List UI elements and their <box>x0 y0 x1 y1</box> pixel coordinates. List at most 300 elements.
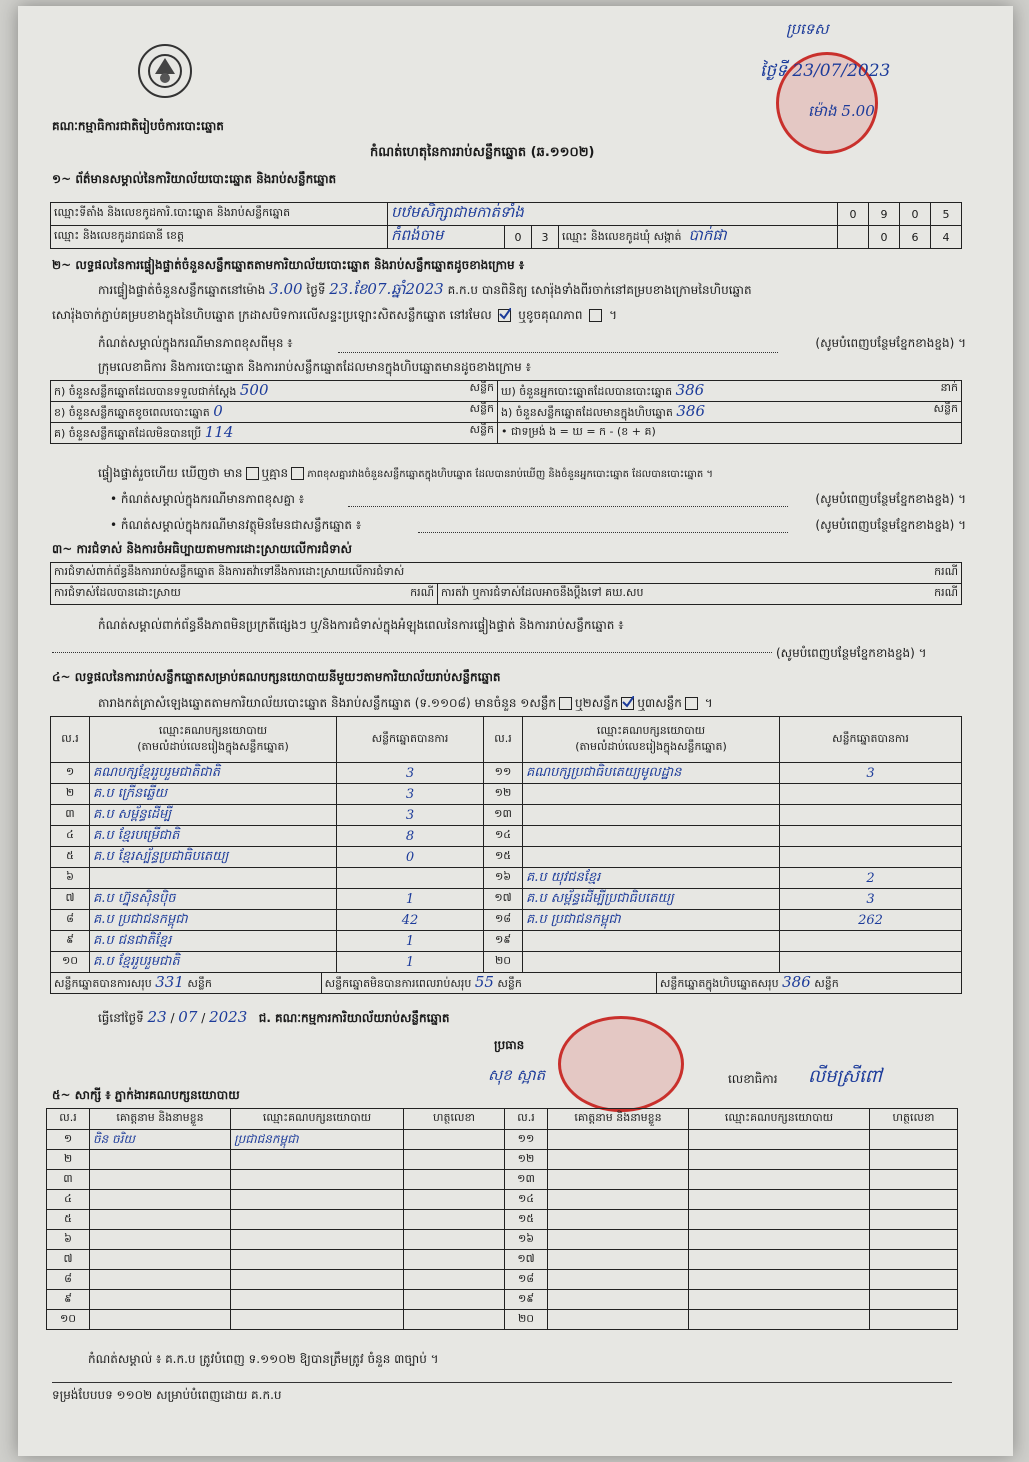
row-number: ៩ <box>47 1290 90 1310</box>
witness-name <box>548 1230 689 1250</box>
col-name: គោត្តនាម និងនាមខ្លួន <box>90 1109 231 1130</box>
table-row <box>51 889 962 910</box>
witness-signature <box>404 1170 505 1190</box>
verification-line-2: សោរ៉ុងចាក់ភ្ជាប់គម្របខាងក្នុងនៃហិបឆ្នោត ក្រដាសបិទការលើសន្ទះប្រឡោះសិតសន្លឹកឆ្នោត នៅរមែល ឬខូចគុណភាព ។ <box>52 308 618 322</box>
party-name: គ.ប សម្ព័ន្ធដើម្បី <box>90 805 337 826</box>
witness-party <box>689 1130 870 1150</box>
witness-party <box>689 1170 870 1190</box>
count-value: 386 <box>676 402 706 420</box>
table-row <box>51 952 962 973</box>
row-number: ៧ <box>51 889 90 910</box>
count-intro: ក្រុមលេខាធិការ និងការបោះឆ្នោត និងការរាប់សន្លឹកឆ្នោតដែលមានក្នុងហិបឆ្នោតមានដូចខាងក្រោម ៖ <box>98 360 531 374</box>
col-party: ឈ្មោះគណបក្សនយោបាយ <box>231 1109 404 1130</box>
witness-party <box>689 1250 870 1270</box>
witness-name <box>548 1310 689 1330</box>
count-unit: សន្លឹក <box>469 402 494 415</box>
row-number: ៤ <box>51 826 90 847</box>
committee-label: ជ. គណៈកម្មការការិយាល័យរាប់សន្លឹកឆ្នោត <box>258 1011 450 1025</box>
witness-party <box>231 1170 404 1190</box>
table-row <box>47 1310 958 1330</box>
stamp-handwritten-3: ម៉ោង 5.00 <box>808 102 875 120</box>
table-row <box>51 763 962 784</box>
chair-label: ប្រធាន <box>494 1038 525 1052</box>
code-digit: 0 <box>900 203 931 226</box>
form-code: ទម្រង់បែបបទ ១១០២ សម្រាប់បំពេញដោយ គ.ក.ប <box>52 1388 282 1402</box>
col-sign: ហត្ថលេខា <box>404 1109 505 1130</box>
vote-count: 3 <box>337 763 484 784</box>
witness-party <box>689 1190 870 1210</box>
witness-name <box>90 1250 231 1270</box>
row-number: ១៧ <box>505 1250 548 1270</box>
vote-count: 3 <box>780 763 962 784</box>
objection-label: ការជំទាស់ពាក់ព័ន្ធនឹងការរាប់សន្លឹកឆ្នោត និងការតវ៉ាទៅនឹងការដោះស្រាយលើការជំទាស់ <box>54 565 405 578</box>
made-year: 2023 <box>209 1008 248 1026</box>
row-number: ១១ <box>505 1130 548 1150</box>
case-unit: ករណី <box>934 586 958 599</box>
vote-count <box>780 952 962 973</box>
bullet-1-text: • កំណត់សម្គាល់ក្នុងករណីមានភាពខុសគ្នា ៖ <box>110 492 305 506</box>
secretary-label: លេខាធិការ <box>728 1072 778 1086</box>
objection-table <box>50 562 962 605</box>
witness-party <box>689 1290 870 1310</box>
totals-row <box>50 972 962 994</box>
row-number: ១៤ <box>505 1190 548 1210</box>
party-name <box>523 826 780 847</box>
col-no: ល.រ <box>47 1109 90 1130</box>
unit: សន្លឹក <box>814 977 839 990</box>
witness-signature <box>404 1230 505 1250</box>
witness-name <box>548 1150 689 1170</box>
code-digit: 0 <box>838 203 869 226</box>
three-sheets-checkbox[interactable] <box>685 697 698 710</box>
witness-name <box>548 1130 689 1150</box>
party-name: គ.ប ប្រជាជនកម្ពុជា <box>90 910 337 931</box>
code-digit: 9 <box>869 203 900 226</box>
verification-text-2: គ.ក.ប បានពិនិត្យ សោរ៉ុងទាំងពីរចាក់នៅគម្របខាងក្រោមនៃហិបឆ្នោត <box>447 283 752 297</box>
row-number: ១១ <box>484 763 523 784</box>
discrepancy-no-label: ឬគ្មាន <box>261 466 289 480</box>
party-name <box>523 847 780 868</box>
witness-name <box>90 1230 231 1250</box>
verification-day-label: ថ្ងៃទី <box>306 283 326 297</box>
made-on-label: ធ្វើនៅថ្ងៃទី <box>98 1011 144 1025</box>
witness-table <box>46 1108 958 1330</box>
row-number: ១៦ <box>484 868 523 889</box>
made-month: 07 <box>178 1008 198 1026</box>
row-number: ២០ <box>484 952 523 973</box>
col-party: ឈ្មោះគណបក្សនយោបាយ <box>689 1109 870 1130</box>
party-name <box>523 952 780 973</box>
code-digit: 6 <box>900 226 931 249</box>
party-name: គ.ប ខ្មែររួបរួមជាតិ <box>90 952 337 973</box>
committee-stamp <box>558 1016 684 1112</box>
party-name: គ.ប យុវជនខ្មែរ <box>523 868 780 889</box>
vote-count <box>780 931 962 952</box>
witness-party <box>231 1270 404 1290</box>
witness-signature <box>870 1190 958 1210</box>
witness-party <box>231 1250 404 1270</box>
table-row <box>47 1270 958 1290</box>
total-invalid-label: សន្លឹកឆ្នោតមិនបានការពេលរាប់សរុប <box>324 977 472 990</box>
count-row-a <box>51 381 498 402</box>
row-number: ១៧ <box>484 889 523 910</box>
col-name: គោត្តនាម និងនាមខ្លួន <box>548 1109 689 1130</box>
witness-name: ចិន ចរិយ <box>90 1130 231 1150</box>
table-row <box>51 805 962 826</box>
discrepancy-yes-checkbox[interactable] <box>246 467 259 480</box>
count-unit: សន្លឹក <box>469 381 494 394</box>
row-number: ៣ <box>51 805 90 826</box>
vote-count: 1 <box>337 952 484 973</box>
resolved-label <box>51 584 438 605</box>
count-value: 500 <box>239 381 269 399</box>
irregularity-fill-note: (សូមបំពេញបន្ថែមខ្នែកខាងខ្នង) ។ <box>776 646 927 660</box>
three-sheets-label: ឬ៣សន្លឹក <box>637 696 682 710</box>
row-number: ១៣ <box>505 1170 548 1190</box>
col-no: ល.រ <box>484 717 523 763</box>
witness-name <box>90 1150 231 1170</box>
form-title: កំណត់ហេតុនៃការរាប់សន្លឹកឆ្នោត (ឆ.១១០២) <box>370 145 595 160</box>
chair-signature: សុខ ស្អាត <box>488 1066 546 1084</box>
witness-party <box>231 1290 404 1310</box>
col-sign: ហត្ថលេខា <box>870 1109 958 1130</box>
witness-party <box>231 1230 404 1250</box>
count-label: គ) ចំនួនសន្លឹកឆ្នោតដែលមិនបានប្រើ <box>54 427 202 440</box>
count-row-b <box>51 402 498 423</box>
row-number: ១២ <box>505 1150 548 1170</box>
polling-station-label: ឈ្មោះទីតាំង និងលេខកូដការិ.បោះឆ្នោត និងរាប់សន្លឹកឆ្នោត <box>51 203 388 226</box>
section-5-heading: ៥~ សាក្សី ៖ ភ្នាក់ងារគណបក្សនយោបាយ <box>52 1088 240 1102</box>
unit: សន្លឹក <box>497 977 522 990</box>
fill-note: (សូមបំពេញបន្ថែមខ្នែកខាងខ្នង) ។ <box>815 336 966 350</box>
table-row <box>51 847 962 868</box>
appeal-label <box>438 584 962 605</box>
province-label: ឈ្មោះ និងលេខកូដរាជធានី ខេត្ត <box>51 226 388 249</box>
witness-signature <box>404 1270 505 1290</box>
witness-name <box>90 1270 231 1290</box>
count-value: 386 <box>675 381 705 399</box>
witness-party <box>689 1270 870 1290</box>
table-row <box>47 1210 958 1230</box>
party-name: គ.ប ខ្មែរស្ប័ន្ធប្រជាធិបតេយ្យ <box>90 847 337 868</box>
witness-signature <box>870 1310 958 1330</box>
stamp-handwritten-2: ថ្ងៃទី 23/07/2023 <box>760 61 891 81</box>
secretary-name: លីមស្រីពៅ <box>808 1066 882 1087</box>
row-number: ៥ <box>51 847 90 868</box>
tally-sheet-line: តារាងកត់ត្រាសំឡេងឆ្នោតតាមការិយាល័យបោះឆ្នោត និងរាប់សន្លឹកឆ្នោត (ទ.១១០៨) មានចំនួន ១សន្លឹក ឬ២សន្លឹក ឬ៣សន្លឹក ។ <box>98 696 713 710</box>
org-name: គណៈកម្មាធិការជាតិរៀបចំការបោះឆ្នោត <box>52 119 224 133</box>
vote-count <box>780 847 962 868</box>
province-value: កំពង់ចាម <box>388 226 505 249</box>
col-votes: សន្លឹកឆ្នោតបានការ <box>337 717 484 763</box>
vote-count <box>780 805 962 826</box>
party-name: គ.ប សម្ព័ន្ធដើម្បីប្រជាធិបតេយ្យ <box>523 889 780 910</box>
bullet-2 <box>110 518 966 532</box>
col-party-sub: (តាមលំដាប់លេខរៀងក្នុងសន្លឹកឆ្នោត) <box>137 739 289 753</box>
table-row <box>51 910 962 931</box>
table-row <box>47 1290 958 1310</box>
party-name <box>523 784 780 805</box>
witness-name <box>90 1310 231 1330</box>
made-on-line: ធ្វើនៅថ្ងៃទី 23 / 07 / 2023 ជ. គណៈកម្មការការិយាល័យរាប់សន្លឹកឆ្នោត <box>98 1008 450 1026</box>
count-row-c <box>51 423 498 444</box>
row-number: ៧ <box>47 1250 90 1270</box>
verification-time: 3.00 <box>269 280 303 298</box>
witness-name <box>548 1210 689 1230</box>
table-row <box>51 868 962 889</box>
vote-count: 0 <box>337 847 484 868</box>
row-number: ១០ <box>51 952 90 973</box>
witness-signature <box>870 1270 958 1290</box>
witness-party <box>689 1150 870 1170</box>
row-number: ១៤ <box>484 826 523 847</box>
count-label: ង) ចំនួនសន្លឹកឆ្នោតដែលមានក្នុងហិបឆ្នោត <box>501 406 673 419</box>
one-sheet-checkbox[interactable] <box>559 697 572 710</box>
col-party-title: ឈ្មោះគណបក្សនយោបាយ <box>158 723 268 737</box>
row-number: ៤ <box>47 1190 90 1210</box>
damaged-label: ឬខូចគុណភាព <box>518 308 583 322</box>
table-row <box>51 826 962 847</box>
vote-count: 1 <box>337 931 484 952</box>
code-digit: 0 <box>869 226 900 249</box>
remark-label: កំណត់សម្គាល់ក្នុងករណីមានភាពខុសពីមុន ៖ <box>98 336 293 350</box>
count-formula <box>498 423 962 444</box>
witness-signature <box>404 1250 505 1270</box>
row-number: ៦ <box>47 1230 90 1250</box>
witness-name <box>548 1250 689 1270</box>
vote-count: 42 <box>337 910 484 931</box>
witness-party <box>231 1190 404 1210</box>
total-valid-value: 331 <box>155 973 184 991</box>
total-valid-cell <box>51 973 322 994</box>
discrepancy-line <box>98 466 713 482</box>
party-name: គ.ប ហ្វ៊ុនស៊ិនប៉ិច <box>90 889 337 910</box>
irregularity-note: កំណត់សម្គាល់ពាក់ព័ន្ធនឹងភាពមិនប្រក្រតីផ្សេងៗ ឬ/និងការជំទាស់ក្នុងអំឡុងពេលនៃការផ្ទៀងផ្ទាត់ និងការរាប់សន្លឹកឆ្នោត ៖ <box>98 618 624 632</box>
section-4-heading: ៤~ លទ្ធផលនៃការរាប់សន្លឹកឆ្នោតសម្រាប់គណបក្សនយោបាយនីមួយៗតាមការិយាល័យរាប់សន្លឹកឆ្នោត <box>52 670 501 684</box>
total-box-cell <box>656 973 961 994</box>
col-votes: សន្លឹកឆ្នោតបានការ <box>780 717 962 763</box>
commune-value: បាក់ផា <box>688 226 727 244</box>
polling-station-value: បឋមសិក្សាជាមកាត់ទាំង <box>388 203 838 226</box>
discrepancy-text: ផ្ទៀងផ្ទាត់រួចហើយ ឃើញថា មាន <box>98 466 243 480</box>
verification-line-1 <box>98 282 752 297</box>
table-row <box>47 1250 958 1270</box>
two-sheets-label: ឬ២សន្លឹក <box>575 696 619 710</box>
total-box-label: សន្លឹកឆ្នោតក្នុងហិបឆ្នោតសរុប <box>659 977 779 990</box>
resolved-text: ការជំទាស់ដែលបានដោះស្រាយ <box>54 586 181 599</box>
witness-signature <box>870 1230 958 1250</box>
code-digit: 3 <box>532 226 559 249</box>
col-party <box>90 717 337 763</box>
vote-count <box>780 826 962 847</box>
total-valid-label: សន្លឹកឆ្នោតបានការសរុប <box>54 977 152 990</box>
made-day: 23 <box>147 1008 167 1026</box>
col-party-sub: (តាមលំដាប់លេខរៀងក្នុងសន្លឹកឆ្នោត) <box>575 739 727 753</box>
ballot-count-table <box>50 380 962 444</box>
count-value: 114 <box>204 423 234 441</box>
code-digit: 4 <box>931 226 962 249</box>
tally-sheet-text: តារាងកត់ត្រាសំឡេងឆ្នោតតាមការិយាល័យបោះឆ្នោត និងរាប់សន្លឹកឆ្នោត (ទ.១១០៨) មានចំនួន ១សន្លឹក <box>98 696 556 710</box>
row-number: ២ <box>51 784 90 805</box>
vote-count <box>780 784 962 805</box>
table-row <box>47 1230 958 1250</box>
vote-count: 262 <box>780 910 962 931</box>
total-box-value: 386 <box>782 973 811 991</box>
row-number: ១៨ <box>505 1270 548 1290</box>
row-number: ១ <box>47 1130 90 1150</box>
nec-logo-icon <box>138 44 192 98</box>
count-row-d <box>498 381 962 402</box>
witness-signature <box>404 1190 505 1210</box>
section-3-heading: ៣~ ការជំទាស់ និងការចំអធិប្បាយតាមការដោះស្រាយលើការជំទាស់ <box>52 542 352 556</box>
count-unit: នាក់ <box>940 381 958 394</box>
commune-label <box>559 226 838 249</box>
vote-count <box>337 868 484 889</box>
table-row <box>47 1170 958 1190</box>
party-name: គ.ប ជនជាតិខ្មែរ <box>90 931 337 952</box>
witness-party <box>689 1210 870 1230</box>
row-number: ១០ <box>47 1310 90 1330</box>
remark-line <box>98 336 966 350</box>
witness-signature <box>870 1170 958 1190</box>
row-number: ១៥ <box>505 1210 548 1230</box>
row-number: ១៩ <box>484 931 523 952</box>
count-label: ក) ចំនួនសន្លឹកឆ្នោតដែលបានទទួលជាក់ស្តែង <box>54 385 237 398</box>
witness-name <box>90 1210 231 1230</box>
witness-signature <box>870 1150 958 1170</box>
table-row <box>51 784 962 805</box>
witness-name <box>90 1290 231 1310</box>
witness-name <box>90 1190 231 1210</box>
vote-count: 8 <box>337 826 484 847</box>
row-number: ១៩ <box>505 1290 548 1310</box>
row-number: ១៥ <box>484 847 523 868</box>
witness-name <box>548 1190 689 1210</box>
section-1-table <box>50 202 962 249</box>
witness-name <box>548 1290 689 1310</box>
row-number: ១៦ <box>505 1230 548 1250</box>
intact-checkbox[interactable] <box>498 309 511 322</box>
witness-signature <box>870 1250 958 1270</box>
witness-party <box>231 1150 404 1170</box>
verification-date: 23.ខែ07.ឆ្នាំ2023 <box>329 280 444 298</box>
witness-signature <box>404 1130 505 1150</box>
row-number: ១២ <box>484 784 523 805</box>
vote-count: 3 <box>337 805 484 826</box>
ballot-count-form <box>18 6 1013 1456</box>
count-unit: សន្លឹក <box>469 423 494 436</box>
total-invalid-cell <box>321 973 656 994</box>
party-results-table <box>50 716 962 973</box>
row-number: ៥ <box>47 1210 90 1230</box>
party-name <box>523 931 780 952</box>
footer-note: កំណត់សម្គាល់ ៖ គ.ក.ប ត្រូវបំពេញ ទ.១១០២ ឱ្យបានត្រឹមត្រូវ ចំនួន ៣ច្បាប់ ។ <box>88 1352 439 1366</box>
vote-count: 3 <box>780 889 962 910</box>
row-number: ១៨ <box>484 910 523 931</box>
commune-label-text: ឈ្មោះ និងលេខកូដឃុំ សង្កាត់ <box>562 230 682 243</box>
witness-party <box>689 1310 870 1330</box>
code-digit: 5 <box>931 203 962 226</box>
witness-signature <box>404 1210 505 1230</box>
discrepancy-no-checkbox[interactable] <box>291 467 304 480</box>
bullet-1 <box>110 492 966 506</box>
unit: សន្លឹក <box>187 977 212 990</box>
row-number: ៨ <box>51 910 90 931</box>
party-name: គ.ប ក្រើនឆ្លើយ <box>90 784 337 805</box>
witness-party <box>231 1210 404 1230</box>
col-no: ល.រ <box>51 717 90 763</box>
count-label: ខ) ចំនួនសន្លឹកឆ្នោតខូចពេលបោះឆ្នោត <box>54 406 210 419</box>
witness-signature <box>870 1130 958 1150</box>
two-sheets-checkbox[interactable] <box>621 697 634 710</box>
verification-text: ការផ្ទៀងផ្ទាត់ចំនួនសន្លឹកឆ្នោតនៅម៉ោង <box>98 283 266 297</box>
row-number: ៩ <box>51 931 90 952</box>
section-1-heading: ១~ ព័ត៌មានសម្គាល់នៃការិយាល័យបោះឆ្នោត និងរាប់សន្លឹកឆ្នោត <box>52 172 337 186</box>
witness-signature <box>870 1290 958 1310</box>
witness-party <box>689 1230 870 1250</box>
case-unit: ករណី <box>934 565 958 578</box>
count-label: ឃ) ចំនួនអ្នកបោះឆ្នោតដែលបានបោះឆ្នោត <box>501 385 673 398</box>
witness-signature <box>404 1150 505 1170</box>
discrepancy-text-2: ភាពខុសគ្នារវាងចំនួនសន្លឹកឆ្នោតក្នុងហិបឆ្នោត ដែលបានរាប់ឃើញ និងចំនួនអ្នកបោះឆ្នោត ដែលបានបោះឆ្នោត ។ <box>307 469 713 480</box>
code-digit: 0 <box>505 226 532 249</box>
witness-name <box>548 1270 689 1290</box>
case-unit: ករណី <box>410 586 434 599</box>
col-party-title: ឈ្មោះគណបក្សនយោបាយ <box>596 723 706 737</box>
party-name <box>523 805 780 826</box>
party-name <box>90 868 337 889</box>
section-2-heading: ២~ លទ្ធផលនៃការផ្ទៀងផ្ទាត់ចំនួនសន្លឹកឆ្នោតតាមការិយាល័យបោះឆ្នោត និងរាប់សន្លឹកឆ្នោតដូចខាងក្រោម ៖ <box>52 258 525 272</box>
count-unit: សន្លឹក <box>933 402 958 415</box>
row-number: ២ <box>47 1150 90 1170</box>
row-number: ១៣ <box>484 805 523 826</box>
col-party <box>523 717 780 763</box>
vote-count: 3 <box>337 784 484 805</box>
row-number: ១ <box>51 763 90 784</box>
party-name: គ.ប ប្រជាជនកម្ពុជា <box>523 910 780 931</box>
table-row <box>47 1150 958 1170</box>
objection-row-1 <box>51 563 962 584</box>
witness-party: ប្រជាជនកម្ពុជា <box>231 1130 404 1150</box>
appeal-text: ការតវ៉ា ឬការជំទាស់ដែលអាចនឹងប្តឹងទៅ គឃ.សប <box>441 586 644 599</box>
bullet-2-text: • កំណត់សម្គាល់ក្នុងករណីមានវត្ថុមិនមែនជាសន្លឹកឆ្នោត ៖ <box>110 518 362 532</box>
total-invalid-value: 55 <box>474 973 494 991</box>
witness-signature <box>870 1210 958 1230</box>
fill-note: (សូមបំពេញបន្ថែមខ្នែកខាងខ្នង) ។ <box>815 518 966 532</box>
stamp-handwritten-1: ប្រទេស <box>786 20 829 38</box>
verification-text-3: សោរ៉ុងចាក់ភ្ជាប់គម្របខាងក្នុងនៃហិបឆ្នោត ក្រដាសបិទការលើសន្ទះប្រឡោះសិតសន្លឹកឆ្នោត នៅរមែល <box>52 308 492 322</box>
row-number: ៨ <box>47 1270 90 1290</box>
row-number: ៣ <box>47 1170 90 1190</box>
witness-name <box>90 1170 231 1190</box>
count-row-e <box>498 402 962 423</box>
col-no: ល.រ <box>505 1109 548 1130</box>
party-name: គ.ប ខ្មែរបម្រើជាតិ <box>90 826 337 847</box>
witness-name <box>548 1170 689 1190</box>
damaged-checkbox[interactable] <box>589 309 602 322</box>
table-row <box>47 1190 958 1210</box>
witness-signature <box>404 1310 505 1330</box>
row-number: ២០ <box>505 1310 548 1330</box>
table-row <box>51 931 962 952</box>
row-number: ៦ <box>51 868 90 889</box>
table-row <box>47 1130 958 1150</box>
vote-count: 1 <box>337 889 484 910</box>
fill-note: (សូមបំពេញបន្ថែមខ្នែកខាងខ្នង) ។ <box>815 492 966 506</box>
party-name: គណបក្សខ្មែររួបរួមជាតិជាតិ <box>90 763 337 784</box>
vote-count: 2 <box>780 868 962 889</box>
witness-party <box>231 1310 404 1330</box>
